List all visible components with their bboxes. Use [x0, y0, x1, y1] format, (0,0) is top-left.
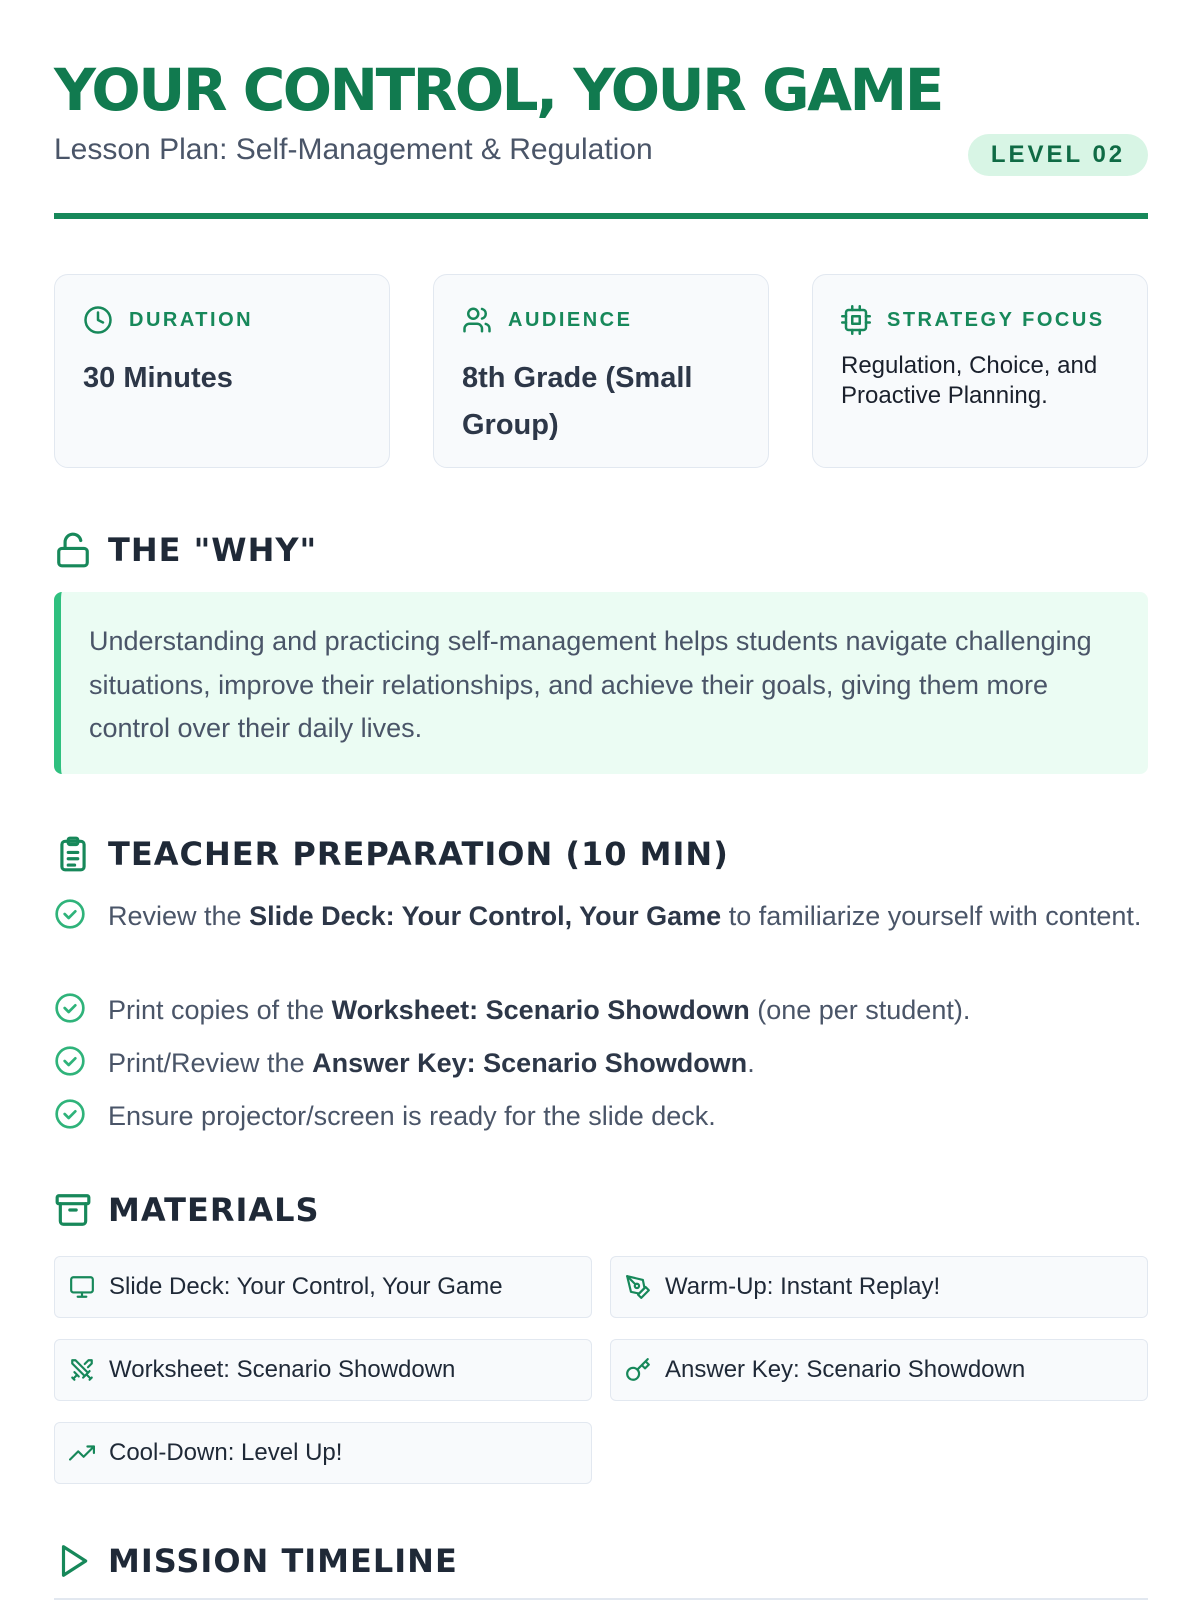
materials-title: MATERIALS [108, 1191, 320, 1229]
prep-title: TEACHER PREPARATION (10 MIN) [108, 835, 729, 873]
prep-item-text: Print/Review the Answer Key: Scenario Showdown. [108, 1048, 755, 1078]
prep-item-text: Print copies of the Worksheet: Scenario Showdown (one per student). [108, 995, 971, 1025]
strategy-value: Regulation, Choice, and Proactive Planning. [841, 352, 1098, 409]
check-circle-icon [54, 1098, 86, 1130]
clipboard-icon [54, 835, 92, 873]
play-icon [54, 1542, 92, 1580]
material-item-cool-down [54, 1422, 592, 1484]
material-label: Warm-Up: Instant Replay! [665, 1273, 941, 1300]
strategy-card [812, 274, 1148, 468]
material-item-warm-up [610, 1256, 1148, 1318]
swords-icon [69, 1357, 95, 1383]
duration-label: DURATION [129, 309, 254, 331]
prep-section-heading [54, 834, 729, 874]
duration-value: 30 Minutes [83, 362, 233, 394]
timeline-section-heading [54, 1541, 458, 1581]
level-badge: LEVEL 02 [968, 134, 1148, 176]
check-circle-icon [54, 992, 86, 1024]
header-divider [54, 213, 1148, 219]
duration-card [54, 274, 390, 468]
check-circle-icon [54, 1045, 86, 1077]
why-callout: Understanding and practicing self-management helps students navigate challenging situations, improve their relationships, and achieve their goals, giving them more control over their daily lives. [54, 592, 1148, 774]
material-label: Slide Deck: Your Control, Your Game [109, 1273, 503, 1300]
pen-tool-icon [625, 1274, 651, 1300]
prep-item-text: Ensure projector/screen is ready for the slide deck. [108, 1101, 716, 1131]
material-label: Answer Key: Scenario Showdown [665, 1356, 1026, 1383]
prep-item [54, 1043, 1148, 1083]
archive-icon [54, 1191, 92, 1229]
audience-label: AUDIENCE [508, 309, 633, 331]
material-item-slide-deck [54, 1256, 592, 1318]
page-subtitle: Lesson Plan: Self-Management & Regulation [54, 133, 653, 166]
users-icon [462, 305, 492, 335]
materials-section-heading [54, 1190, 320, 1230]
prep-item [54, 1096, 1148, 1136]
page-title: YOUR CONTROL, YOUR GAME [54, 56, 942, 124]
prep-item [54, 896, 1148, 936]
cpu-chip-icon [841, 305, 871, 335]
audience-card [433, 274, 769, 468]
monitor-icon [69, 1274, 95, 1300]
prep-item-text: Review the Slide Deck: Your Control, Your Game to familiarize yourself with content. [108, 901, 1142, 931]
check-circle-icon [54, 898, 86, 930]
why-title: THE "WHY" [108, 531, 318, 569]
clock-icon [83, 305, 113, 335]
unlock-icon [54, 531, 92, 569]
timeline-title: MISSION TIMELINE [108, 1542, 458, 1580]
strategy-label: STRATEGY FOCUS [887, 309, 1105, 331]
why-section-heading [54, 530, 317, 570]
material-label: Worksheet: Scenario Showdown [109, 1356, 456, 1383]
trending-up-icon [69, 1440, 95, 1466]
key-icon [625, 1357, 651, 1383]
material-label: Cool-Down: Level Up! [109, 1439, 343, 1466]
material-item-worksheet [54, 1339, 592, 1401]
material-item-answer-key [610, 1339, 1148, 1401]
prep-item [54, 990, 1148, 1030]
audience-value: 8th Grade (Small Group) [462, 362, 693, 441]
